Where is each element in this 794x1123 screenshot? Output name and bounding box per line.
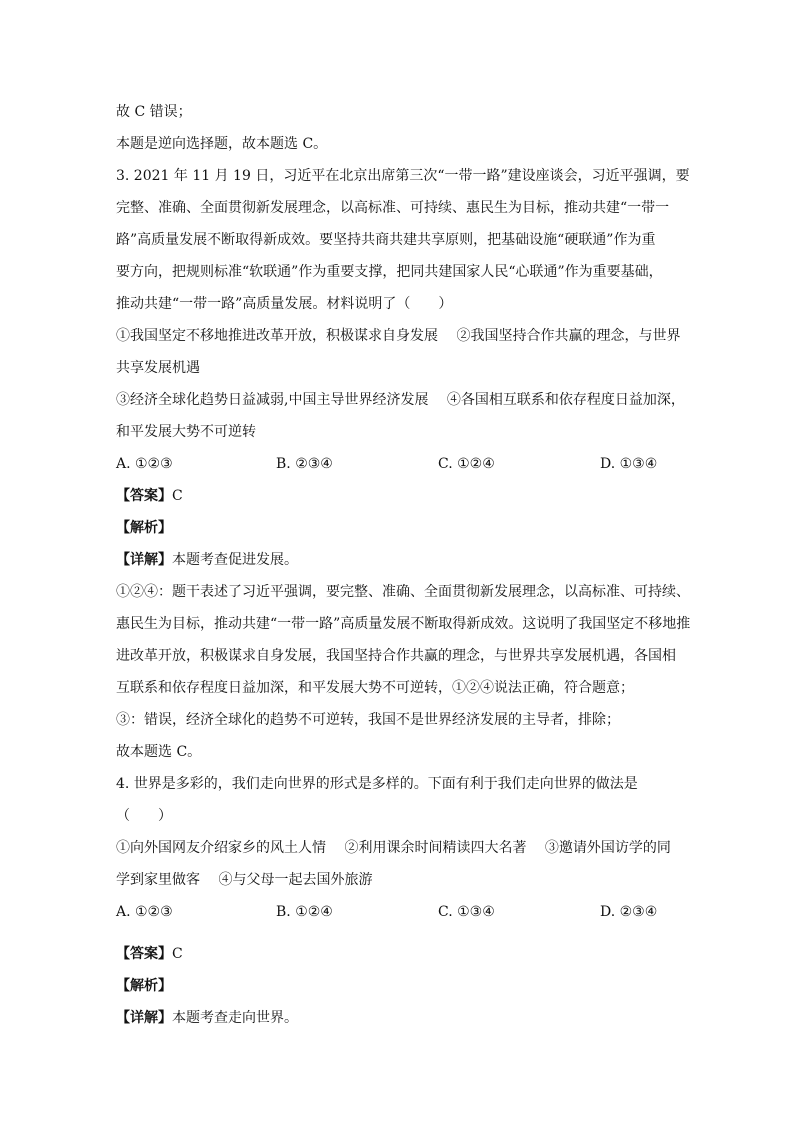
option-a: A. ①②③ [116, 456, 173, 472]
explanation-line: ①②④：题干表述了习近平强调，要完整、准确、全面贯彻新发展理念，以高标准、可持续、 [116, 584, 690, 600]
question-3-statement: ③经济全球化趋势日益减弱,中国主导世界经济发展 ④各国相互联系和依存程度日益加深， [116, 392, 685, 408]
option-a: A. ①②③ [116, 904, 173, 920]
question-3-stem: 要方向，把规则标准“软联通”作为重要支撑，把同共建国家人民“心联通”作为重要基础， [116, 264, 663, 280]
question-4-stem: 4. 世界是多彩的，我们走向世界的形式是多样的。下面有利于我们走向世界的做法是 [116, 776, 638, 792]
question-3-stem: 推动共建“一带一路”高质量发展。材料说明了（ ） [116, 296, 453, 312]
question-4-statement: ①向外国网友介绍家乡的风土人情 ②利用课余时间精读四大名著 ③邀请外国访学的同 [116, 840, 671, 856]
analysis-tag: 【解析】 [116, 520, 172, 536]
question-4-stem: （ ） [116, 808, 172, 824]
explanation-line: 故本题选 C。 [116, 744, 202, 760]
explanation-line: ③：错误，经济全球化的趋势不可逆转，我国不是世界经济发展的主导者，排除； [116, 712, 620, 728]
detail-line [116, 1002, 676, 1034]
answer-tag: 【答案】 [116, 946, 172, 962]
text-line: 故 C 错误； [116, 104, 192, 120]
document-page [116, 96, 691, 1034]
detail-tag: 【详解】 [116, 552, 172, 568]
explanation-line: 互联系和依存程度日益加深，和平发展大势不可逆转，①②④说法正确，符合题意； [116, 680, 634, 696]
question-3-stem: 路”高质量发展不断取得新成效。要坚持共商共建共享原则，把基础设施“硬联通”作为重 [116, 232, 656, 248]
answer-line [116, 938, 676, 970]
option-c: C. ①③④ [438, 904, 495, 920]
option-d: D. ②③④ [600, 904, 658, 920]
question-3-statement: ①我国坚定不移地推进改革开放，积极谋求自身发展 ②我国坚持合作共赢的理念，与世界 [116, 328, 681, 344]
answer-tag: 【答案】 [116, 488, 172, 504]
option-d: D. ①③④ [600, 456, 658, 472]
detail-line [116, 544, 676, 576]
analysis-tag: 【解析】 [116, 978, 172, 994]
text-line: 本题是逆向选择题，故本题选 C。 [116, 136, 328, 152]
option-c: C. ①②④ [438, 456, 495, 472]
spacer [116, 928, 676, 938]
explanation-line: 进改革开放，积极谋求自身发展，我国坚持合作共赢的理念，与世界共享发展机遇，各国相 [116, 648, 676, 664]
option-b: B. ①②④ [276, 904, 333, 920]
question-4-options [116, 896, 676, 928]
answer-value: C [172, 946, 183, 962]
answer-line [116, 480, 676, 512]
question-3-stem: 3. 2021 年 11 月 19 日，习近平在北京出席第三次“一带一路”建设座谈会，习近平强调，要 [116, 168, 690, 184]
answer-value: C [172, 488, 183, 504]
detail-text: 本题考查促进发展。 [172, 552, 298, 568]
option-b: B. ②③④ [276, 456, 333, 472]
question-3-statement: 共享发展机遇 [116, 360, 200, 376]
question-3-stem: 完整、准确、全面贯彻新发展理念，以高标准、可持续、惠民生为目标，推动共建“一带一 [116, 200, 670, 216]
question-3-options [116, 448, 676, 480]
detail-text: 本题考查走向世界。 [172, 1010, 298, 1026]
question-3-statement: 和平发展大势不可逆转 [116, 424, 256, 440]
explanation-line: 惠民生为目标，推动共建“一带一路”高质量发展不断取得新成效。这说明了我国坚定不移地推 [116, 616, 691, 632]
question-4-statement: 学到家里做客 ④与父母一起去国外旅游 [116, 872, 373, 888]
detail-tag: 【详解】 [116, 1010, 172, 1026]
